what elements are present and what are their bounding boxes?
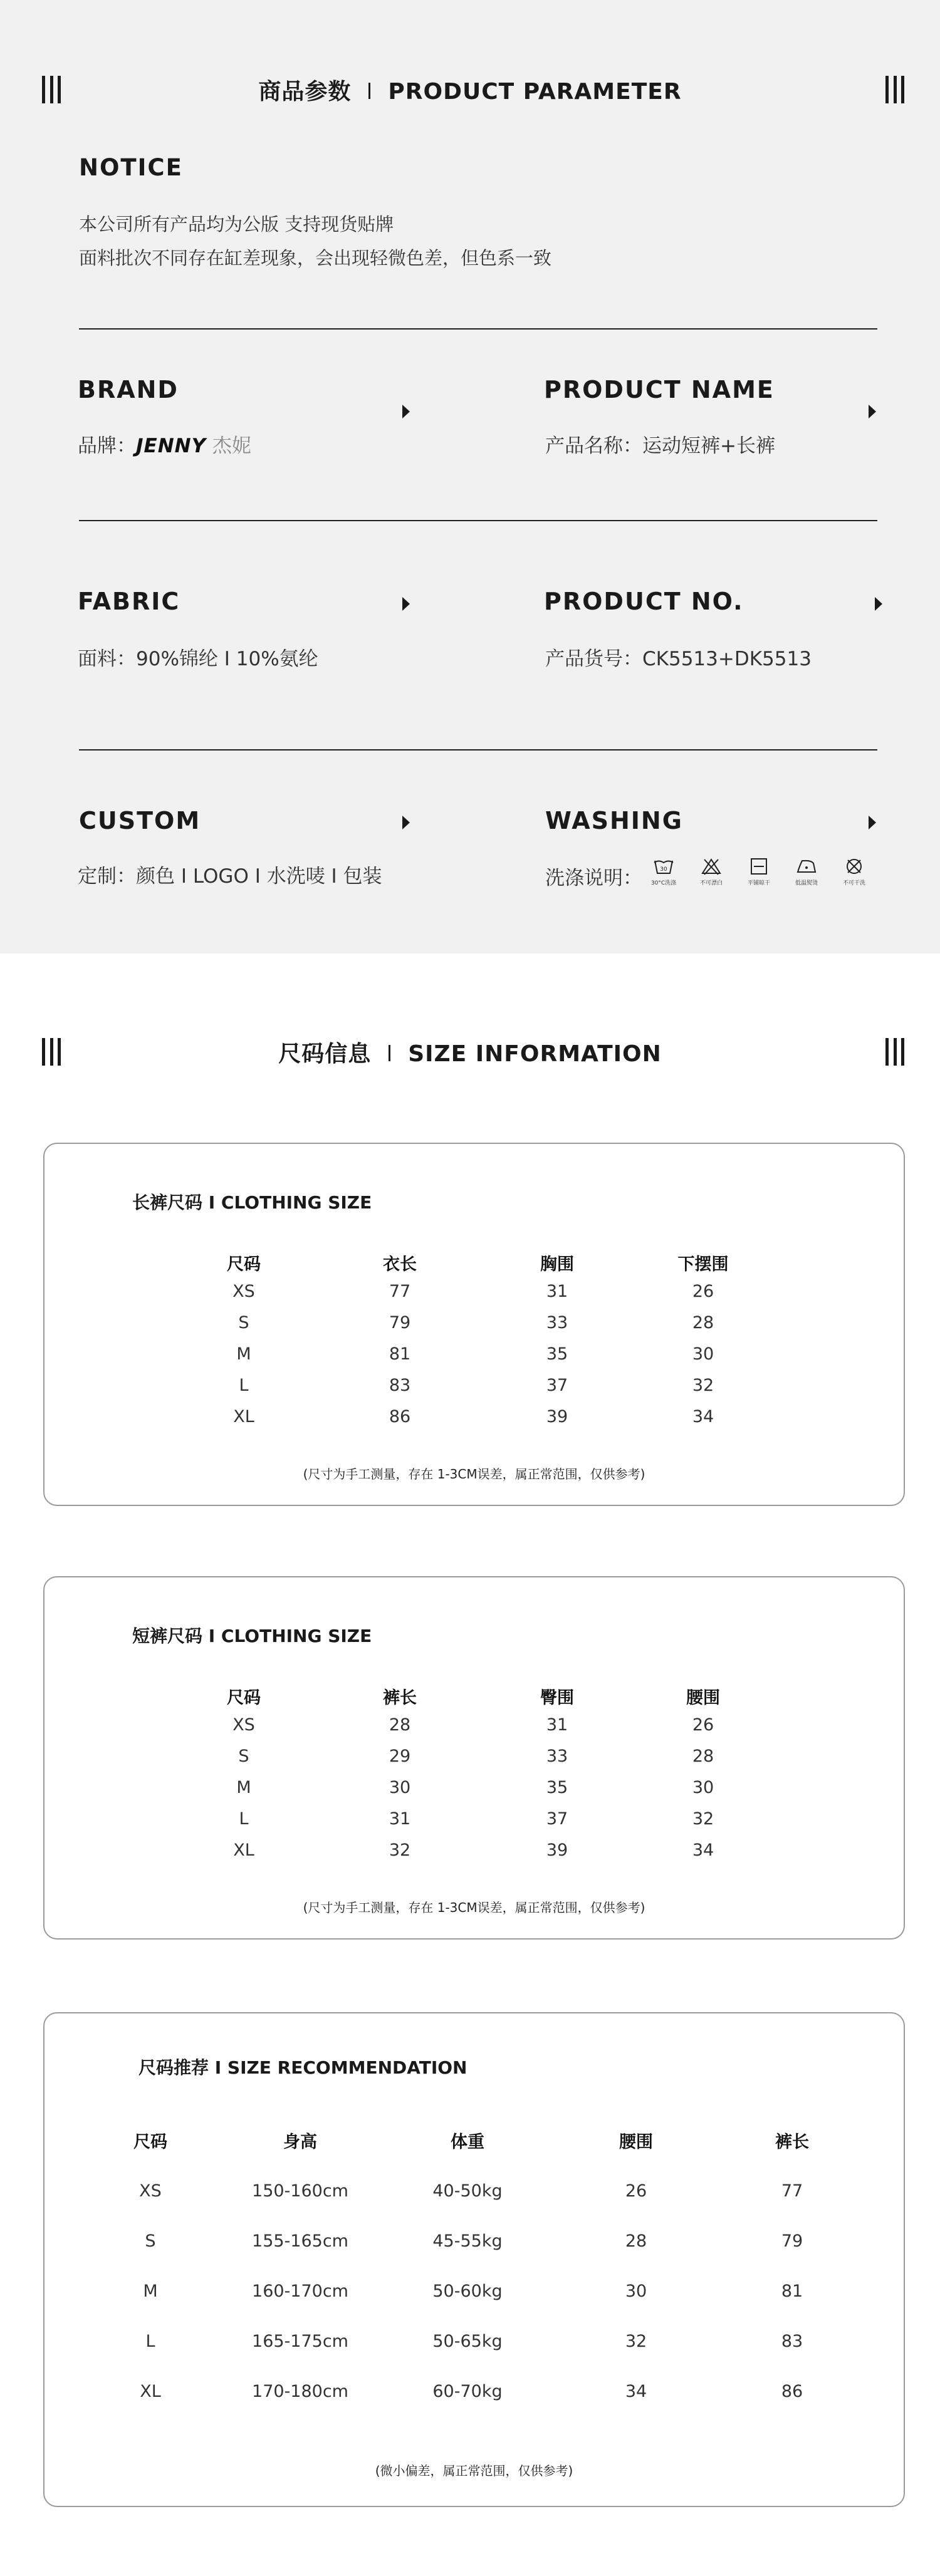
table-cell: 165-175cm xyxy=(252,2332,348,2351)
table-cell: 30 xyxy=(692,1344,714,1364)
table-cell: 35 xyxy=(546,1778,568,1797)
table-cell: 81 xyxy=(389,1344,411,1364)
table-cell: 31 xyxy=(546,1715,568,1735)
table-cell: XL xyxy=(140,2382,161,2401)
table-cell: 26 xyxy=(625,2181,647,2201)
table-cell: 83 xyxy=(781,2332,803,2351)
recommendation-note: (微小偏差，属正常范围，仅供参考) xyxy=(375,2463,573,2478)
recommendation-title: 尺码推荐 I SIZE RECOMMENDATION xyxy=(138,2057,467,2078)
arrow-right-icon xyxy=(875,597,882,611)
table-cell: L xyxy=(145,2332,155,2351)
column-header: 裤长 xyxy=(383,1688,417,1708)
table-cell: M xyxy=(143,2282,158,2301)
column-header: 腰围 xyxy=(686,1688,720,1708)
title-separator xyxy=(389,1045,390,1061)
table-cell: 31 xyxy=(389,1809,411,1829)
table-cell: 34 xyxy=(692,1407,714,1426)
table-cell: 37 xyxy=(546,1809,568,1829)
no-dryclean-icon xyxy=(835,857,874,886)
table-cell: 155-165cm xyxy=(252,2231,348,2251)
column-header: 衣长 xyxy=(383,1255,417,1274)
brand-logo: JENNY xyxy=(136,435,207,457)
brand-label: 品牌： xyxy=(78,435,136,457)
table-cell: 33 xyxy=(546,1747,568,1766)
notice-heading: NOTICE xyxy=(79,154,183,181)
table-cell: L xyxy=(239,1809,249,1829)
table-cell: S xyxy=(145,2231,156,2251)
product-no-heading: PRODUCT NO. xyxy=(544,588,744,615)
table-cell: 37 xyxy=(546,1376,568,1395)
table-cell: 26 xyxy=(692,1282,714,1301)
custom-value: 定制：颜色 I LOGO I 水洗唛 I 包装 xyxy=(78,865,382,888)
arrow-right-icon xyxy=(402,816,410,829)
product-name-heading: PRODUCT NAME xyxy=(544,376,775,403)
table-cell: 86 xyxy=(781,2382,803,2401)
table-cell: 86 xyxy=(389,1407,411,1426)
column-header: 体重 xyxy=(451,2132,484,2152)
wash-30-icon xyxy=(644,857,683,886)
table-cell: 83 xyxy=(389,1376,411,1395)
table-cell: 28 xyxy=(692,1313,714,1332)
fabric-value: 面料：90%锦纶 I 10%氨纶 xyxy=(78,648,318,670)
notice-line-2: 面料批次不同存在缸差现象，会出现轻微色差，但色系一致 xyxy=(79,247,552,269)
table-cell: 150-160cm xyxy=(252,2181,348,2201)
table-cell: XS xyxy=(139,2181,162,2201)
long-pants-note: (尺寸为手工测量，存在 1-3CM误差，属正常范围，仅供参考) xyxy=(303,1467,645,1482)
table-cell: 40-50kg xyxy=(432,2181,503,2201)
table-cell: XS xyxy=(232,1282,255,1301)
table-cell: 60-70kg xyxy=(432,2382,503,2401)
table-cell: 29 xyxy=(389,1747,411,1766)
table-cell: 79 xyxy=(389,1313,411,1332)
low-iron-text: 低温熨烫 xyxy=(795,880,818,886)
column-header: 下摆围 xyxy=(677,1255,729,1274)
flat-dry-icon xyxy=(739,857,778,886)
column-header: 身高 xyxy=(283,2132,317,2152)
table-cell: 45-55kg xyxy=(432,2231,503,2251)
shorts-note: (尺寸为手工测量，存在 1-3CM误差，属正常范围，仅供参考) xyxy=(303,1900,645,1915)
column-header: 腰围 xyxy=(619,2132,653,2152)
washing-icons xyxy=(644,857,874,886)
table-cell: 32 xyxy=(389,1841,411,1860)
table-cell: XS xyxy=(232,1715,255,1735)
washing-heading: WASHING xyxy=(545,807,683,834)
table-cell: 30 xyxy=(625,2282,647,2301)
table-cell: S xyxy=(238,1747,249,1766)
table-cell: 39 xyxy=(546,1841,568,1860)
table-cell: 30 xyxy=(389,1778,411,1797)
table-cell: 170-180cm xyxy=(252,2382,348,2401)
column-header: 裤长 xyxy=(775,2132,809,2152)
product-parameter-panel xyxy=(0,0,940,953)
brand-heading: BRAND xyxy=(78,376,179,403)
table-cell: 31 xyxy=(546,1282,568,1301)
divider xyxy=(79,520,877,521)
table-cell: 34 xyxy=(625,2382,647,2401)
column-header: 尺码 xyxy=(227,1255,261,1274)
size-title-en: SIZE INFORMATION xyxy=(408,1041,662,1067)
low-iron-icon xyxy=(787,857,826,886)
size-section-title xyxy=(0,1036,940,1068)
no-bleach-text: 不可漂白 xyxy=(699,880,723,886)
table-cell: 28 xyxy=(692,1747,714,1766)
size-recommendation-card xyxy=(43,2012,905,2507)
table-cell: 50-60kg xyxy=(432,2282,503,2301)
table-cell: 39 xyxy=(546,1407,568,1426)
table-cell: 77 xyxy=(781,2181,803,2201)
param-title-en: PRODUCT PARAMETER xyxy=(388,79,682,105)
flat-dry-text: 平铺晾干 xyxy=(747,880,770,886)
arrow-right-icon xyxy=(869,405,876,418)
table-cell: L xyxy=(239,1376,249,1395)
shorts-size-card xyxy=(43,1576,905,1940)
no-bleach-icon xyxy=(692,857,731,886)
fabric-heading: FABRIC xyxy=(78,588,180,615)
column-header: 胸围 xyxy=(540,1255,574,1274)
divider xyxy=(79,749,877,750)
table-cell: 160-170cm xyxy=(252,2282,348,2301)
svg-text:30: 30 xyxy=(660,866,667,873)
arrow-right-icon xyxy=(402,597,410,611)
product-no-value: 产品货号：CK5513+DK5513 xyxy=(545,648,812,670)
param-section-title xyxy=(0,74,940,106)
table-cell: 26 xyxy=(692,1715,714,1735)
table-cell: 28 xyxy=(389,1715,411,1735)
table-cell: 50-65kg xyxy=(432,2332,503,2351)
table-cell: 77 xyxy=(389,1282,411,1301)
title-separator xyxy=(368,83,370,99)
arrow-right-icon xyxy=(402,405,410,418)
table-cell: M xyxy=(236,1778,251,1797)
table-cell: 35 xyxy=(546,1344,568,1364)
table-cell: S xyxy=(238,1313,249,1332)
table-cell: 79 xyxy=(781,2231,803,2251)
divider xyxy=(79,328,877,330)
wash-30-text: 30°C洗涤 xyxy=(650,880,677,886)
brand-name-cn: 杰妮 xyxy=(212,435,251,457)
table-cell: 30 xyxy=(692,1778,714,1797)
table-cell: XL xyxy=(233,1841,254,1860)
column-header: 臀围 xyxy=(540,1688,574,1708)
table-cell: 32 xyxy=(692,1809,714,1829)
notice-line-1: 本公司所有产品均为公版 支持现货贴牌 xyxy=(79,214,394,235)
table-cell: XL xyxy=(233,1407,254,1426)
table-cell: 32 xyxy=(692,1376,714,1395)
long-pants-title: 长裤尺码 I CLOTHING SIZE xyxy=(132,1192,372,1213)
shorts-title: 短裤尺码 I CLOTHING SIZE xyxy=(132,1626,372,1646)
table-cell: 33 xyxy=(546,1313,568,1332)
size-title-cn: 尺码信息 xyxy=(278,1041,372,1067)
table-cell: 28 xyxy=(625,2231,647,2251)
param-title-cn: 商品参数 xyxy=(258,79,352,105)
washing-label: 洗涤说明： xyxy=(545,867,642,890)
column-header: 尺码 xyxy=(133,2132,167,2152)
table-cell: 81 xyxy=(781,2282,803,2301)
table-cell: M xyxy=(236,1344,251,1364)
long-pants-size-card xyxy=(43,1143,905,1506)
table-cell: 32 xyxy=(625,2332,647,2351)
table-cell: 34 xyxy=(692,1841,714,1860)
arrow-right-icon xyxy=(869,816,876,829)
column-header: 尺码 xyxy=(227,1688,261,1708)
no-dryclean-text: 不可干洗 xyxy=(842,880,865,886)
product-name-value: 产品名称：运动短裤+长裤 xyxy=(545,435,775,457)
brand-value xyxy=(78,430,251,458)
custom-heading: CUSTOM xyxy=(79,807,201,834)
